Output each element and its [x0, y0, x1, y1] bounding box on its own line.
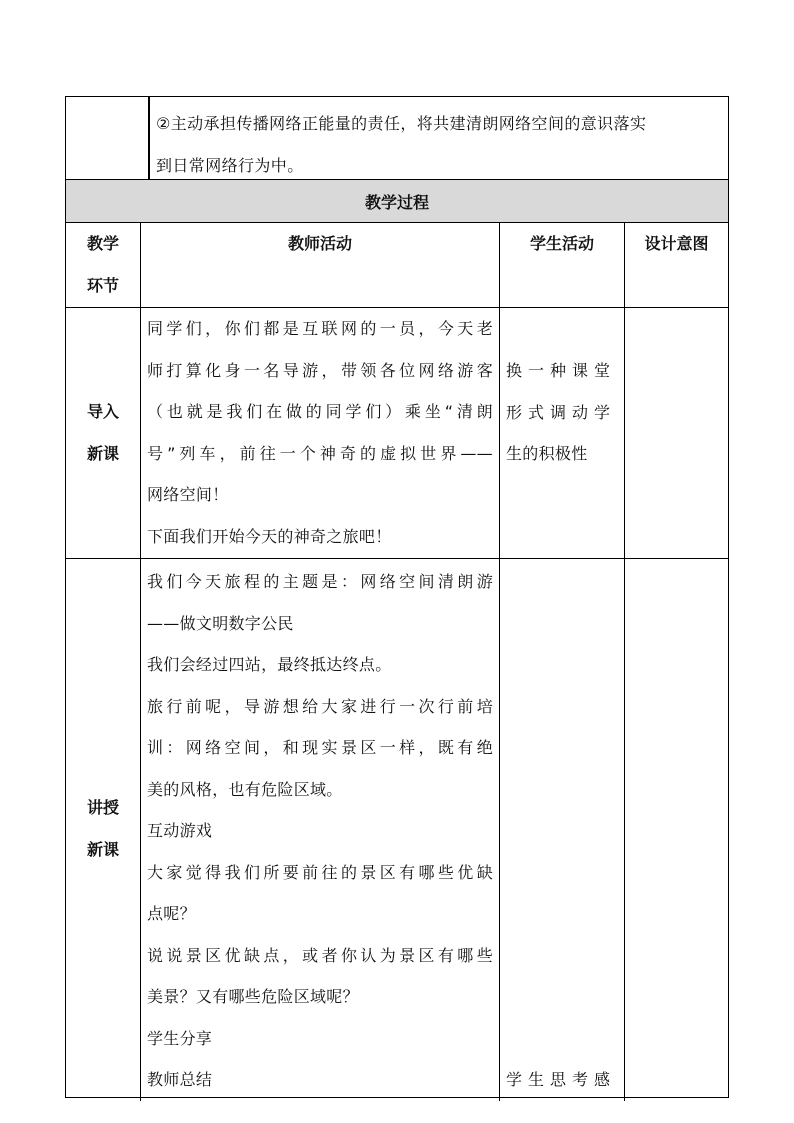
- text-line: 教师总结: [147, 1070, 213, 1089]
- header-teacher-activity: 教师活动: [141, 223, 500, 307]
- text-line: ——做文明数字公民: [147, 613, 294, 633]
- teacher-activity-cell: [141, 559, 500, 1101]
- text-line: 下面我们开始今天的神奇之旅吧！: [147, 526, 392, 546]
- objectives-content-cell: [150, 97, 728, 179]
- text-line: 互动游戏: [147, 821, 213, 840]
- design-intent-cell: [625, 308, 728, 558]
- text-line: 大家觉得我们所要前往的景区有哪些优缺: [147, 862, 493, 882]
- text-line: 换一种课堂: [506, 361, 617, 380]
- objective-line: 到日常网络行为中。: [156, 156, 304, 175]
- objectives-table-fragment: [65, 96, 729, 180]
- text-line: 点呢？: [147, 904, 196, 923]
- text-line: 训：网络空间，和现实景区一样，既有绝: [147, 738, 493, 757]
- table-row: [66, 559, 728, 1101]
- text-line: 网络空间！: [147, 485, 229, 504]
- stage-cell: 讲授 新课: [66, 559, 141, 1101]
- header-design-intent: 设计意图: [644, 234, 709, 253]
- text-line: 我们会经过四站，最终抵达终点。: [147, 655, 392, 674]
- student-activity-cell: [500, 559, 625, 1101]
- text-line: 师打算化身一名导游，带领各位网络游客: [147, 360, 493, 380]
- text-line: 形式调动学: [506, 402, 617, 422]
- objective-line: ②主动承担传播网络正能量的责任，将共建清朗网络空间的意识落实: [156, 114, 647, 133]
- table-header-row: [66, 223, 728, 308]
- text-line: 学生分享: [147, 1028, 213, 1048]
- teacher-activity-cell: [141, 308, 500, 558]
- stage-cell: 导入 新课: [66, 308, 141, 558]
- text-line: 同学们，你们都是互联网的一员，今天老: [147, 319, 493, 338]
- text-line: 生的积极性: [506, 444, 588, 463]
- text-line: 美景？又有哪些危险区域呢？: [147, 987, 359, 1006]
- teaching-process-table: [65, 180, 729, 1098]
- header-stage: 教学 环节: [66, 223, 141, 307]
- text-line: 我们今天旅程的主题是：网络空间清朗游: [147, 572, 493, 591]
- design-intent-cell: [625, 559, 728, 1101]
- header-student-activity: 学生活动: [500, 223, 625, 307]
- table-row: [66, 308, 728, 559]
- student-activity-cell: [500, 308, 625, 558]
- text-line: 学生思考感: [506, 1070, 617, 1089]
- table-title: 教学过程: [66, 180, 728, 223]
- text-line: 旅行前呢，导游想给大家进行一次行前培: [147, 696, 493, 716]
- text-line: （也就是我们在做的同学们）乘坐“清朗: [147, 402, 493, 421]
- text-line: 说说景区优缺点，或者你认为景区有哪些: [147, 945, 493, 965]
- text-line: 美的风格，也有危险区域。: [147, 779, 343, 799]
- text-line: 号”列车，前往一个神奇的虚拟世界——: [147, 443, 493, 463]
- objectives-label-cell: [66, 97, 150, 179]
